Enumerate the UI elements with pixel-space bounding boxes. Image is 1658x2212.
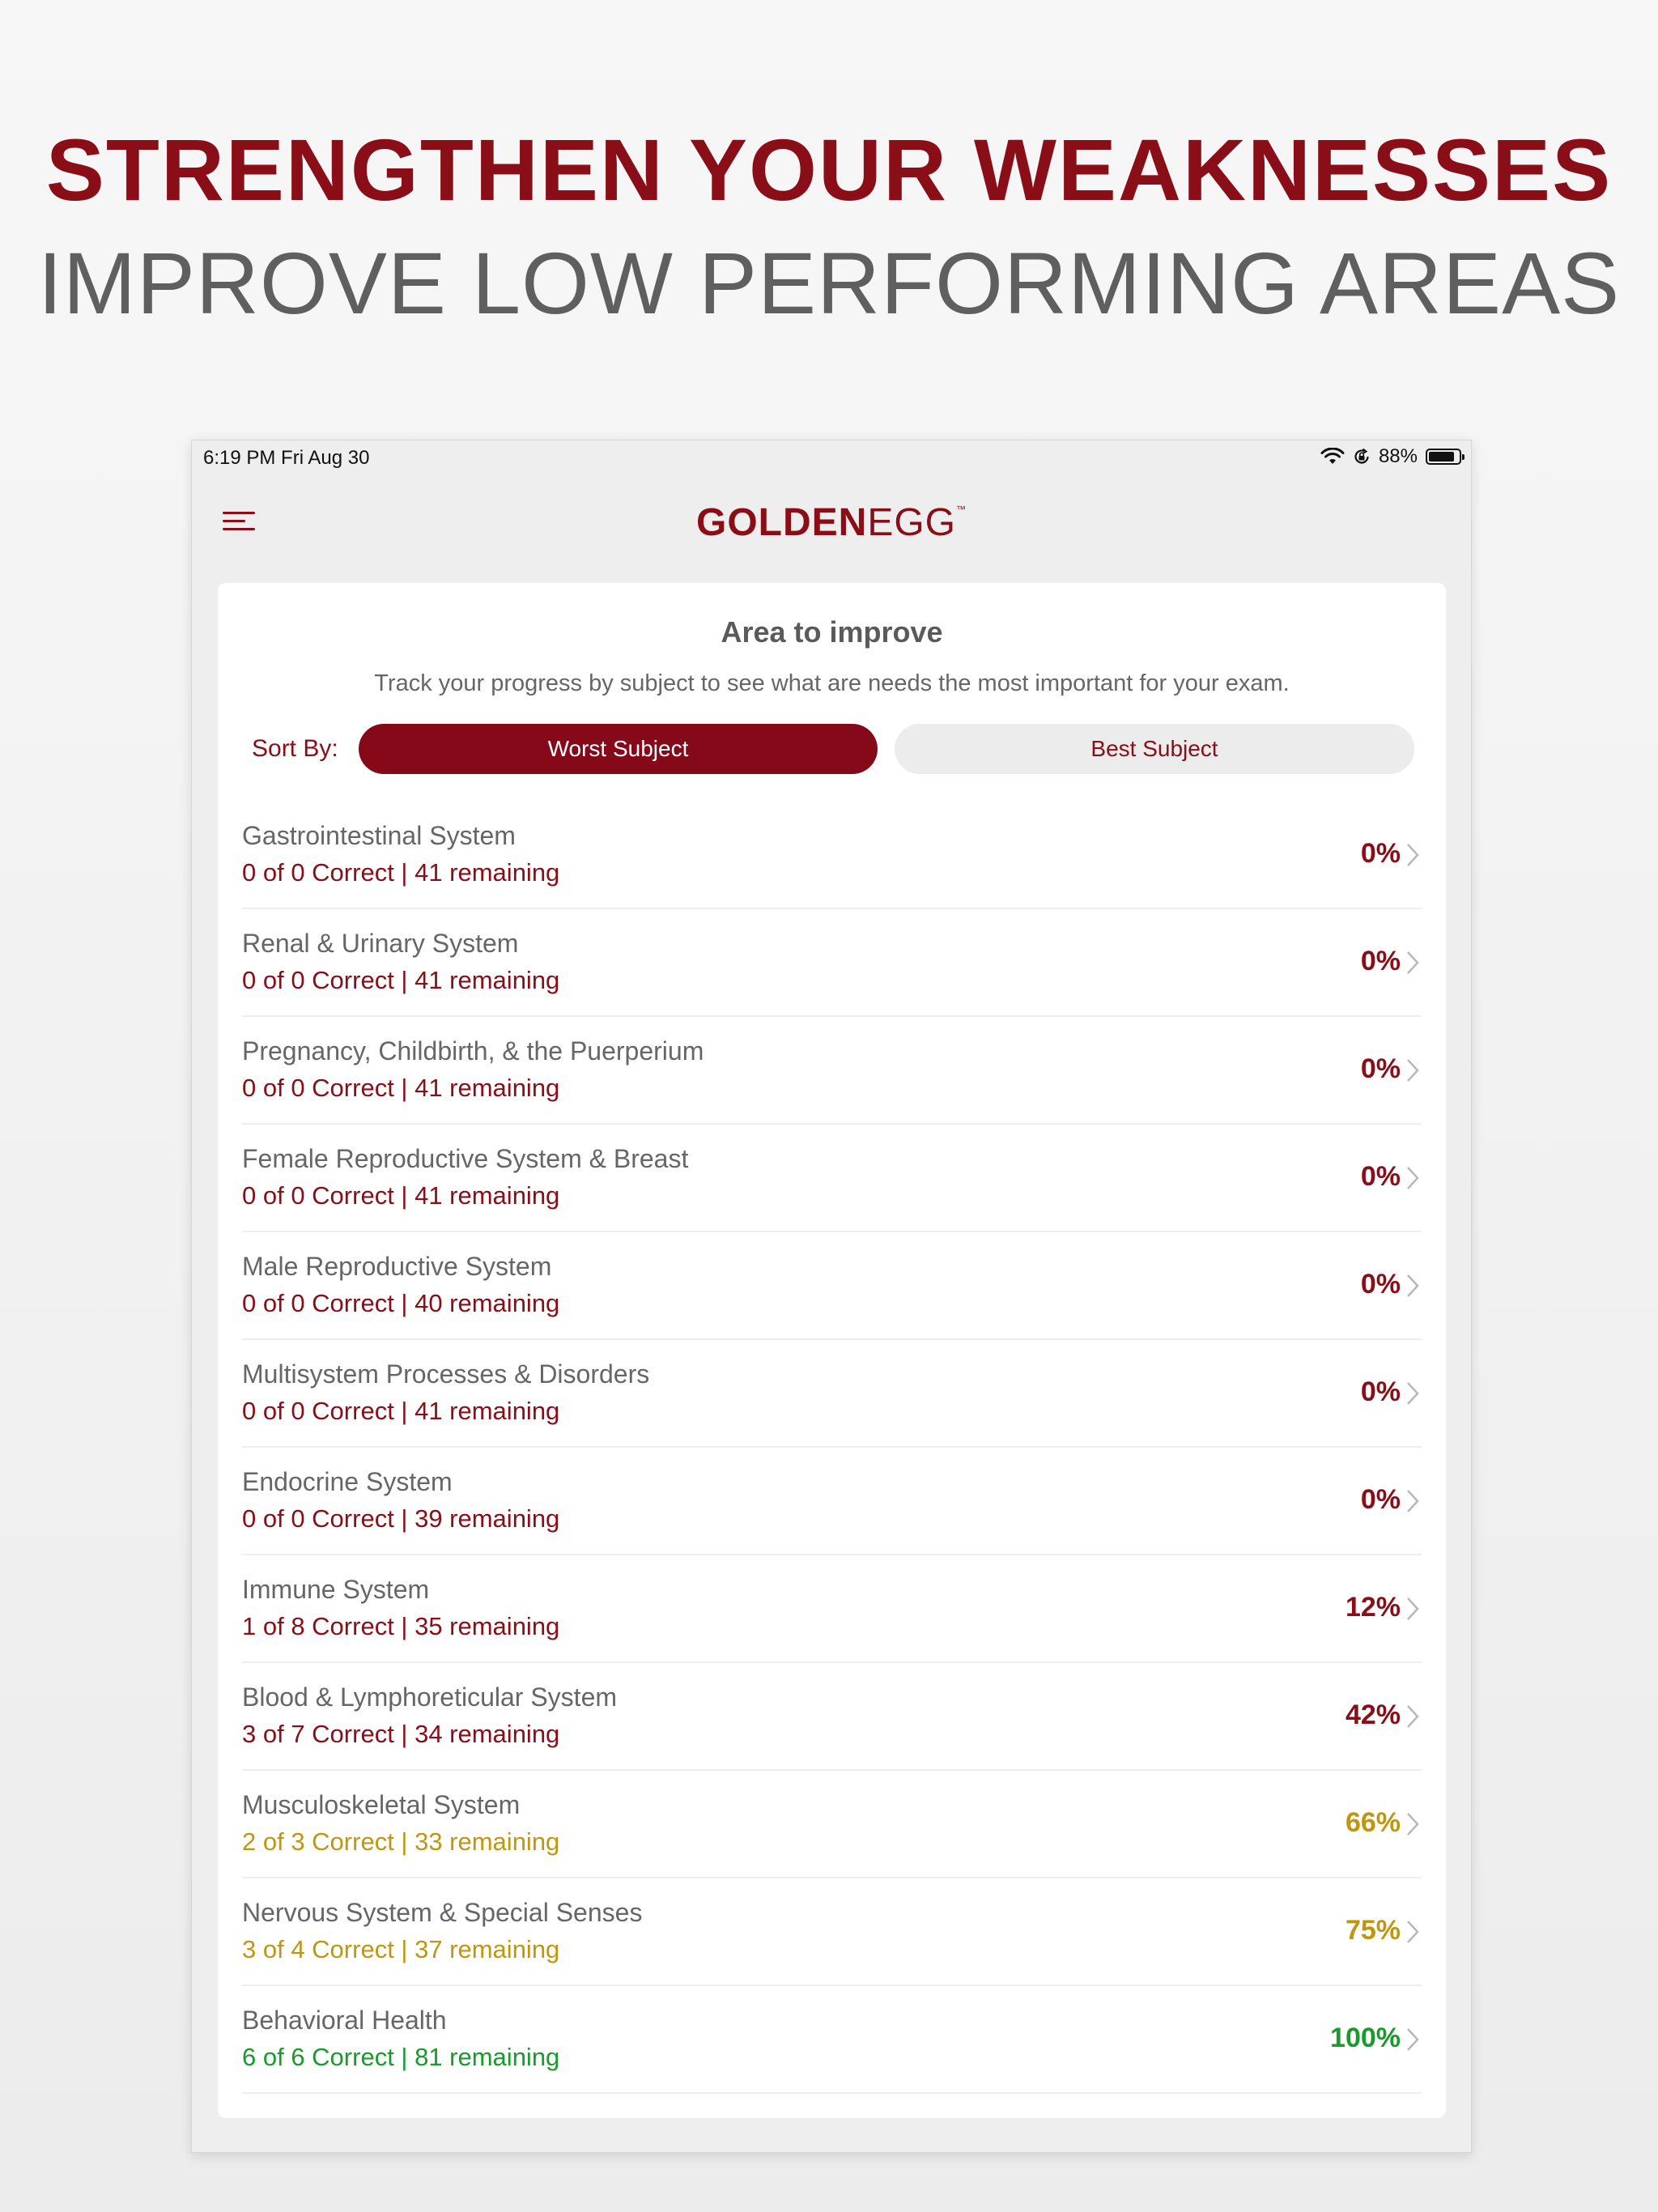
subject-percent: 12% <box>1345 1592 1401 1623</box>
chevron-right-icon <box>1404 1273 1422 1299</box>
subject-name: Musculoskeletal System <box>242 1790 521 1819</box>
subject-stats: 0 of 0 Correct | 41 remaining <box>242 1074 560 1102</box>
battery-percent: 88% <box>1378 445 1418 467</box>
chevron-right-icon <box>1404 1380 1422 1406</box>
logo-text-egg: EGG <box>867 501 957 544</box>
subject-row-immune[interactable] <box>242 1555 1422 1663</box>
subject-name: Multisystem Processes & Disorders <box>242 1359 650 1389</box>
card-subtitle: Track your progress by subject to see what are needs the most important for your exam. <box>374 670 1290 696</box>
subject-percent: 75% <box>1345 1915 1401 1946</box>
subject-row-nervous-system[interactable] <box>242 1878 1422 1986</box>
orientation-lock-icon <box>1353 448 1371 466</box>
subheadline: IMPROVE LOW PERFORMING AREAS <box>37 234 1621 332</box>
wifi-icon <box>1320 448 1345 466</box>
battery-level <box>1429 452 1454 462</box>
sort-by-label: Sort By: <box>252 735 338 762</box>
subject-row-behavioral-health[interactable] <box>242 1986 1422 2094</box>
subject-row-musculoskeletal[interactable] <box>242 1771 1422 1878</box>
chevron-right-icon <box>1404 1811 1422 1837</box>
golden-egg-logo <box>192 500 1471 545</box>
chevron-right-icon <box>1404 2027 1422 2052</box>
chevron-right-icon <box>1404 1596 1422 1622</box>
subject-name: Male Reproductive System <box>242 1252 552 1281</box>
chevron-right-icon <box>1404 1057 1422 1083</box>
chevron-right-icon <box>1404 1165 1422 1191</box>
subject-percent: 42% <box>1345 1699 1401 1730</box>
subject-percent: 0% <box>1360 838 1401 869</box>
subject-stats: 1 of 8 Correct | 35 remaining <box>242 1612 560 1640</box>
subject-stats: 0 of 0 Correct | 41 remaining <box>242 1397 560 1425</box>
subject-row-female-reproductive[interactable] <box>242 1125 1422 1232</box>
chevron-right-icon <box>1404 1919 1422 1945</box>
battery-icon <box>1426 449 1461 465</box>
tablet-screen <box>191 440 1472 2153</box>
sort-worst-subject-button[interactable]: Worst Subject <box>359 724 878 774</box>
subject-row-blood-lymphoreticular[interactable] <box>242 1663 1422 1771</box>
chevron-right-icon <box>1404 950 1422 976</box>
subject-stats: 0 of 0 Correct | 41 remaining <box>242 1181 560 1210</box>
subject-percent: 100% <box>1330 2023 1401 2053</box>
subject-row-endocrine[interactable] <box>242 1448 1422 1555</box>
subject-name: Renal & Urinary System <box>242 929 519 958</box>
subject-percent: 0% <box>1360 1269 1401 1300</box>
status-bar <box>192 440 1471 476</box>
subject-percent: 0% <box>1360 1484 1401 1515</box>
headline: STRENGTHEN YOUR WEAKNESSES <box>45 121 1613 219</box>
subject-stats: 0 of 0 Correct | 40 remaining <box>242 1289 560 1317</box>
subject-percent: 0% <box>1360 1161 1401 1192</box>
subject-name: Nervous System & Special Senses <box>242 1898 643 1927</box>
subject-percent: 0% <box>1360 946 1401 976</box>
subject-percent: 0% <box>1360 1053 1401 1084</box>
subject-row-renal-urinary[interactable] <box>242 909 1422 1017</box>
status-time: 6:19 PM Fri Aug 30 <box>203 447 370 469</box>
subject-stats: 3 of 4 Correct | 37 remaining <box>242 1935 560 1963</box>
nav-bar <box>192 476 1471 573</box>
sort-best-subject-button[interactable]: Best Subject <box>895 724 1414 774</box>
subject-stats: 0 of 0 Correct | 41 remaining <box>242 966 560 994</box>
chevron-right-icon <box>1404 1704 1422 1729</box>
chevron-right-icon <box>1404 842 1422 868</box>
subject-name: Blood & Lymphoreticular System <box>242 1682 618 1712</box>
subject-name: Gastrointestinal System <box>242 821 516 850</box>
subject-list <box>242 802 1422 2094</box>
subject-row-multisystem[interactable] <box>242 1340 1422 1448</box>
subject-stats: 0 of 0 Correct | 41 remaining <box>242 858 560 887</box>
subject-stats: 6 of 6 Correct | 81 remaining <box>242 2043 560 2071</box>
subject-row-male-reproductive[interactable] <box>242 1232 1422 1340</box>
logo-text-golden: GOLDEN <box>695 501 868 544</box>
status-icons <box>1320 445 1461 468</box>
logo-trademark: ™ <box>956 504 967 515</box>
subject-row-pregnancy[interactable] <box>242 1017 1422 1125</box>
subject-name: Immune System <box>242 1575 430 1604</box>
card-title: Area to improve <box>721 615 943 649</box>
subject-name: Pregnancy, Childbirth, & the Puerperium <box>242 1036 704 1066</box>
area-to-improve-card <box>218 583 1446 2118</box>
chevron-right-icon <box>1404 1488 1422 1514</box>
subject-stats: 3 of 7 Correct | 34 remaining <box>242 1720 560 1748</box>
subject-row-gastrointestinal[interactable] <box>242 802 1422 909</box>
subject-percent: 66% <box>1345 1807 1401 1838</box>
subject-name: Endocrine System <box>242 1467 453 1496</box>
subject-name: Female Reproductive System & Breast <box>242 1144 689 1173</box>
subject-stats: 2 of 3 Correct | 33 remaining <box>242 1827 560 1856</box>
subject-percent: 0% <box>1360 1376 1401 1407</box>
subject-name: Behavioral Health <box>242 2006 447 2035</box>
subject-stats: 0 of 0 Correct | 39 remaining <box>242 1504 560 1533</box>
